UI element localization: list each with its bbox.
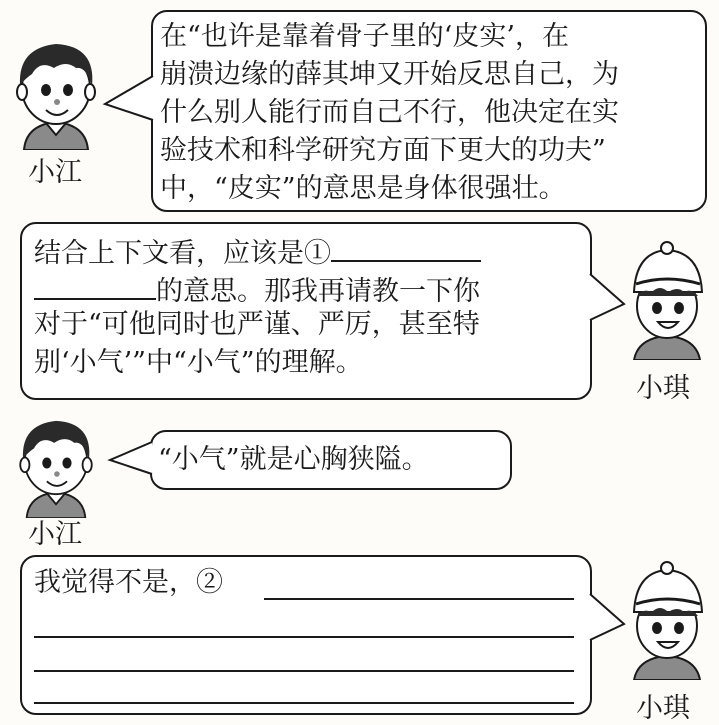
bubble-text-line: 别‘小气’”中“小气”的理解。 bbox=[34, 347, 363, 378]
bubble-text-line: 崩溃边缘的薛其坤又开始反思自己，为 bbox=[160, 59, 619, 90]
bubble-text-line bbox=[34, 232, 481, 271]
text-segment: 的意思。那我再请教一下你 bbox=[156, 276, 480, 307]
answer-line-2[interactable] bbox=[34, 636, 574, 638]
bubble-text-line: 验技术和科学研究方面下更大的功夫” bbox=[160, 135, 606, 166]
speaker-name-xiaoqi: 小琪 bbox=[636, 693, 690, 724]
bubble-tail bbox=[108, 438, 154, 482]
text-segment: 结合上下文看，应该是 bbox=[34, 238, 304, 269]
answer-line-2[interactable] bbox=[34, 670, 574, 672]
answer-line-2[interactable] bbox=[264, 598, 574, 600]
boy-avatar bbox=[6, 30, 106, 154]
bubble-text-line: 中，“皮实”的意思是身体很强壮。 bbox=[160, 173, 566, 204]
girl-avatar bbox=[622, 560, 712, 684]
blank-marker-1: ① bbox=[304, 238, 331, 269]
blank-marker-2: ② bbox=[196, 567, 223, 598]
speaker-name-xiaoqi: 小琪 bbox=[636, 373, 690, 404]
answer-blank-1-continued[interactable] bbox=[34, 270, 156, 300]
bubble-text-line: “小气”就是心胸狭隘。 bbox=[158, 444, 429, 475]
bubble-text-line bbox=[34, 566, 223, 600]
text-segment: 我觉得不是， bbox=[34, 567, 196, 598]
speaker-name-xiaojiang: 小江 bbox=[28, 519, 82, 550]
bubble-tail bbox=[103, 70, 155, 130]
bubble-text-line: 什么别人能行而自己不行，他决定在实 bbox=[160, 97, 619, 128]
answer-line-2[interactable] bbox=[34, 702, 574, 704]
bubble-text-line: 对于“可他同时也严谨、严厉，甚至特 bbox=[34, 309, 480, 340]
bubble-text-line bbox=[34, 270, 480, 309]
girl-avatar bbox=[622, 240, 712, 364]
boy-avatar bbox=[6, 408, 106, 522]
bubble-text-line: 在“也许是靠着骨子里的‘皮实’，在 bbox=[160, 21, 569, 52]
answer-blank-1[interactable] bbox=[331, 232, 481, 262]
speaker-name-xiaojiang: 小江 bbox=[28, 157, 82, 188]
